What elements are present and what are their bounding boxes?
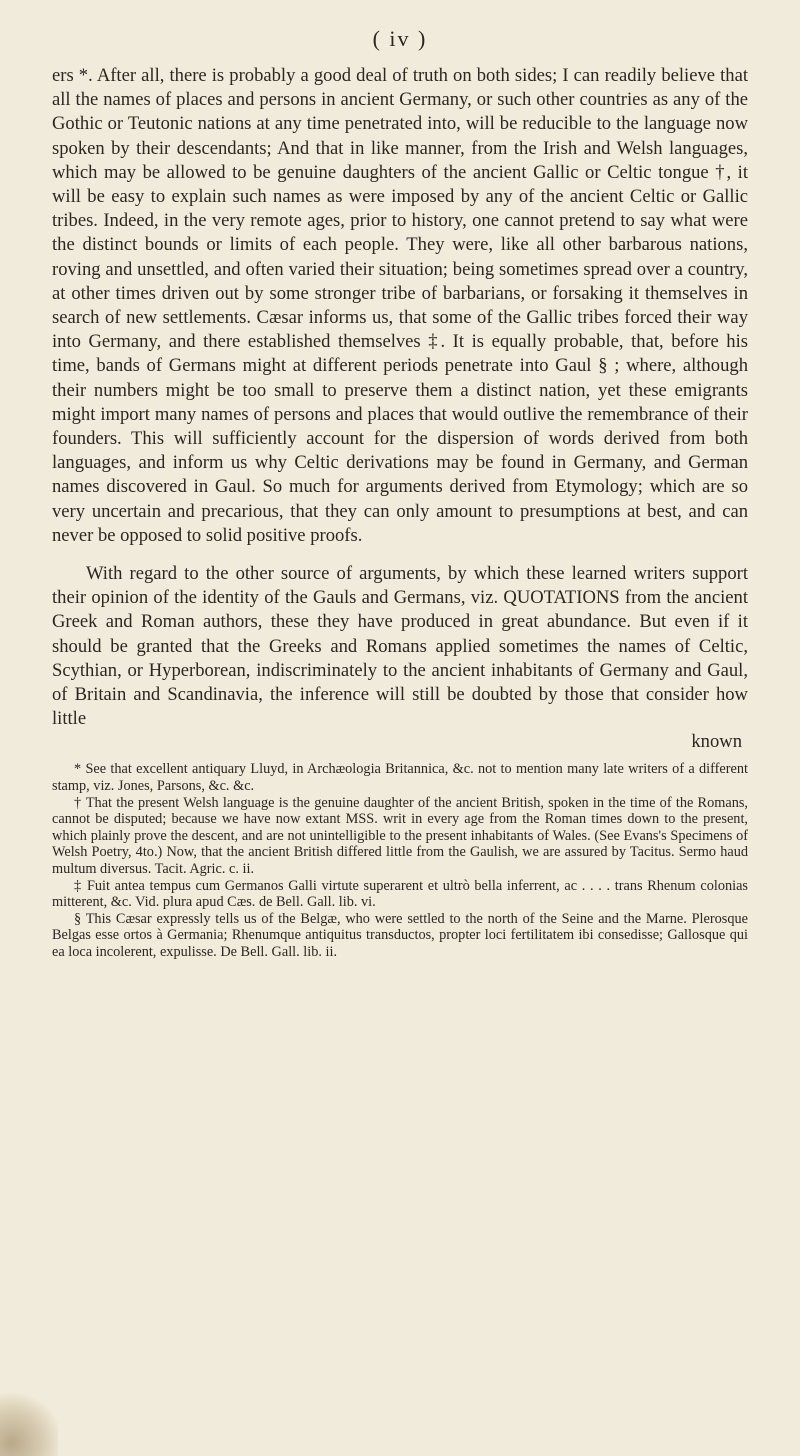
- footnote-double-dagger: ‡ Fuit antea tempus cum Germanos Galli virtute superarent et ultrò bella inferrent, ac . . . . trans Rhenum colonias mitterent, &c. Vid. plura apud Cæs. de Bell. Gall. lib. vi.: [52, 877, 748, 911]
- paper-stain: [0, 1392, 58, 1456]
- body-paragraph-2: With regard to the other source of arguments, by which these learned writers support their opinion of the identity of the Gauls and Germans, viz. QUOTATIONS from the ancient Greek and Roman authors, these they have produced in great abundance. But even if it should be granted that the Greeks and Romans applied sometimes the names of Celtic, Scythian, or Hyperborean, indiscriminately to the ancient inhabitants of Germany and Gaul, of Britain and Scandinavia, the inference will still be doubted by those that consider how little: [52, 563, 748, 730]
- book-page: [52, 26, 748, 961]
- footnote-section: § This Cæsar expressly tells us of the Belgæ, who were settled to the north of the Seine and the Marne. Plerosque Belgas esse ortos à Germania; Rhenumque antiquitus transductos, propter loci fertilitatem ibi consedisse; Gallosque qui ea loca incolerent, expulisse. De Bell. Gall. lib. ii.: [52, 910, 748, 961]
- footnote-asterisk: * See that excellent antiquary Lluyd, in Archæologia Britannica, &c. not to mention many late writers of a different stamp, viz. Jones, Parsons, &c. &c.: [52, 761, 748, 795]
- catchword: known: [691, 731, 742, 753]
- body-paragraph-1: ers *. After all, there is probably a good deal of truth on both sides; I can readily believe that all the names of places and persons in ancient Germany, or such other countries as any of the Gothic or Teutonic nations at any time penetrated into, will be reducible to the language now spoken by their descendants; And that in like manner, from the Irish and Welsh languages, which may be allowed to be genuine daughters of the ancient Gallic or Celtic tongue †, it will be easy to explain such names as were imposed by any of the ancient Celtic or Gallic tribes. Indeed, in the very remote ages, prior to history, one cannot pretend to say what were the distinct bounds or limits of each people. They were, like all other barbarous nations, roving and unsettled, and often varied their situation; being sometimes spread over a country, at other times driven out by some stronger tribe of barbarians, or forsaking it themselves in search of new settlements. Cæsar informs us, that some of the Gallic tribes forced their way into Germany, and there established themselves ‡. It is equally probable, that, before his time, bands of Germans might at different periods penetrate into Gaul § ; where, although their numbers might be too small to preserve them a distinct nation, yet these emigrants might import many names of persons and places that would outlive the remembrance of their founders. This will sufficiently account for the dispersion of words derived from both languages, and inform us why Celtic derivations may be found in Germany, and German names discovered in Gaul. So much for arguments derived from Etymology; which are so very uncertain and precarious, that they can only amount to presumptions at best, and can never be opposed to solid positive proofs.: [52, 65, 748, 546]
- page-number: ( iv ): [372, 26, 428, 51]
- footnote-dagger: † That the present Welsh language is the genuine daughter of the ancient British, spoken in the time of the Romans, cannot be disputed; because we have now extant MSS. writ in every age from the Roman times down to the present, which plainly prove the descent, and are not unintelligible to the present inhabitants of Wales. (See Evans's Specimens of Welsh Poetry, 4to.) Now, that the ancient British differed little from the Gaulish, we are assured by Tacitus. Sermo haud multum diversus. Tacit. Agric. c. ii.: [52, 794, 748, 878]
- footnotes: [52, 761, 748, 960]
